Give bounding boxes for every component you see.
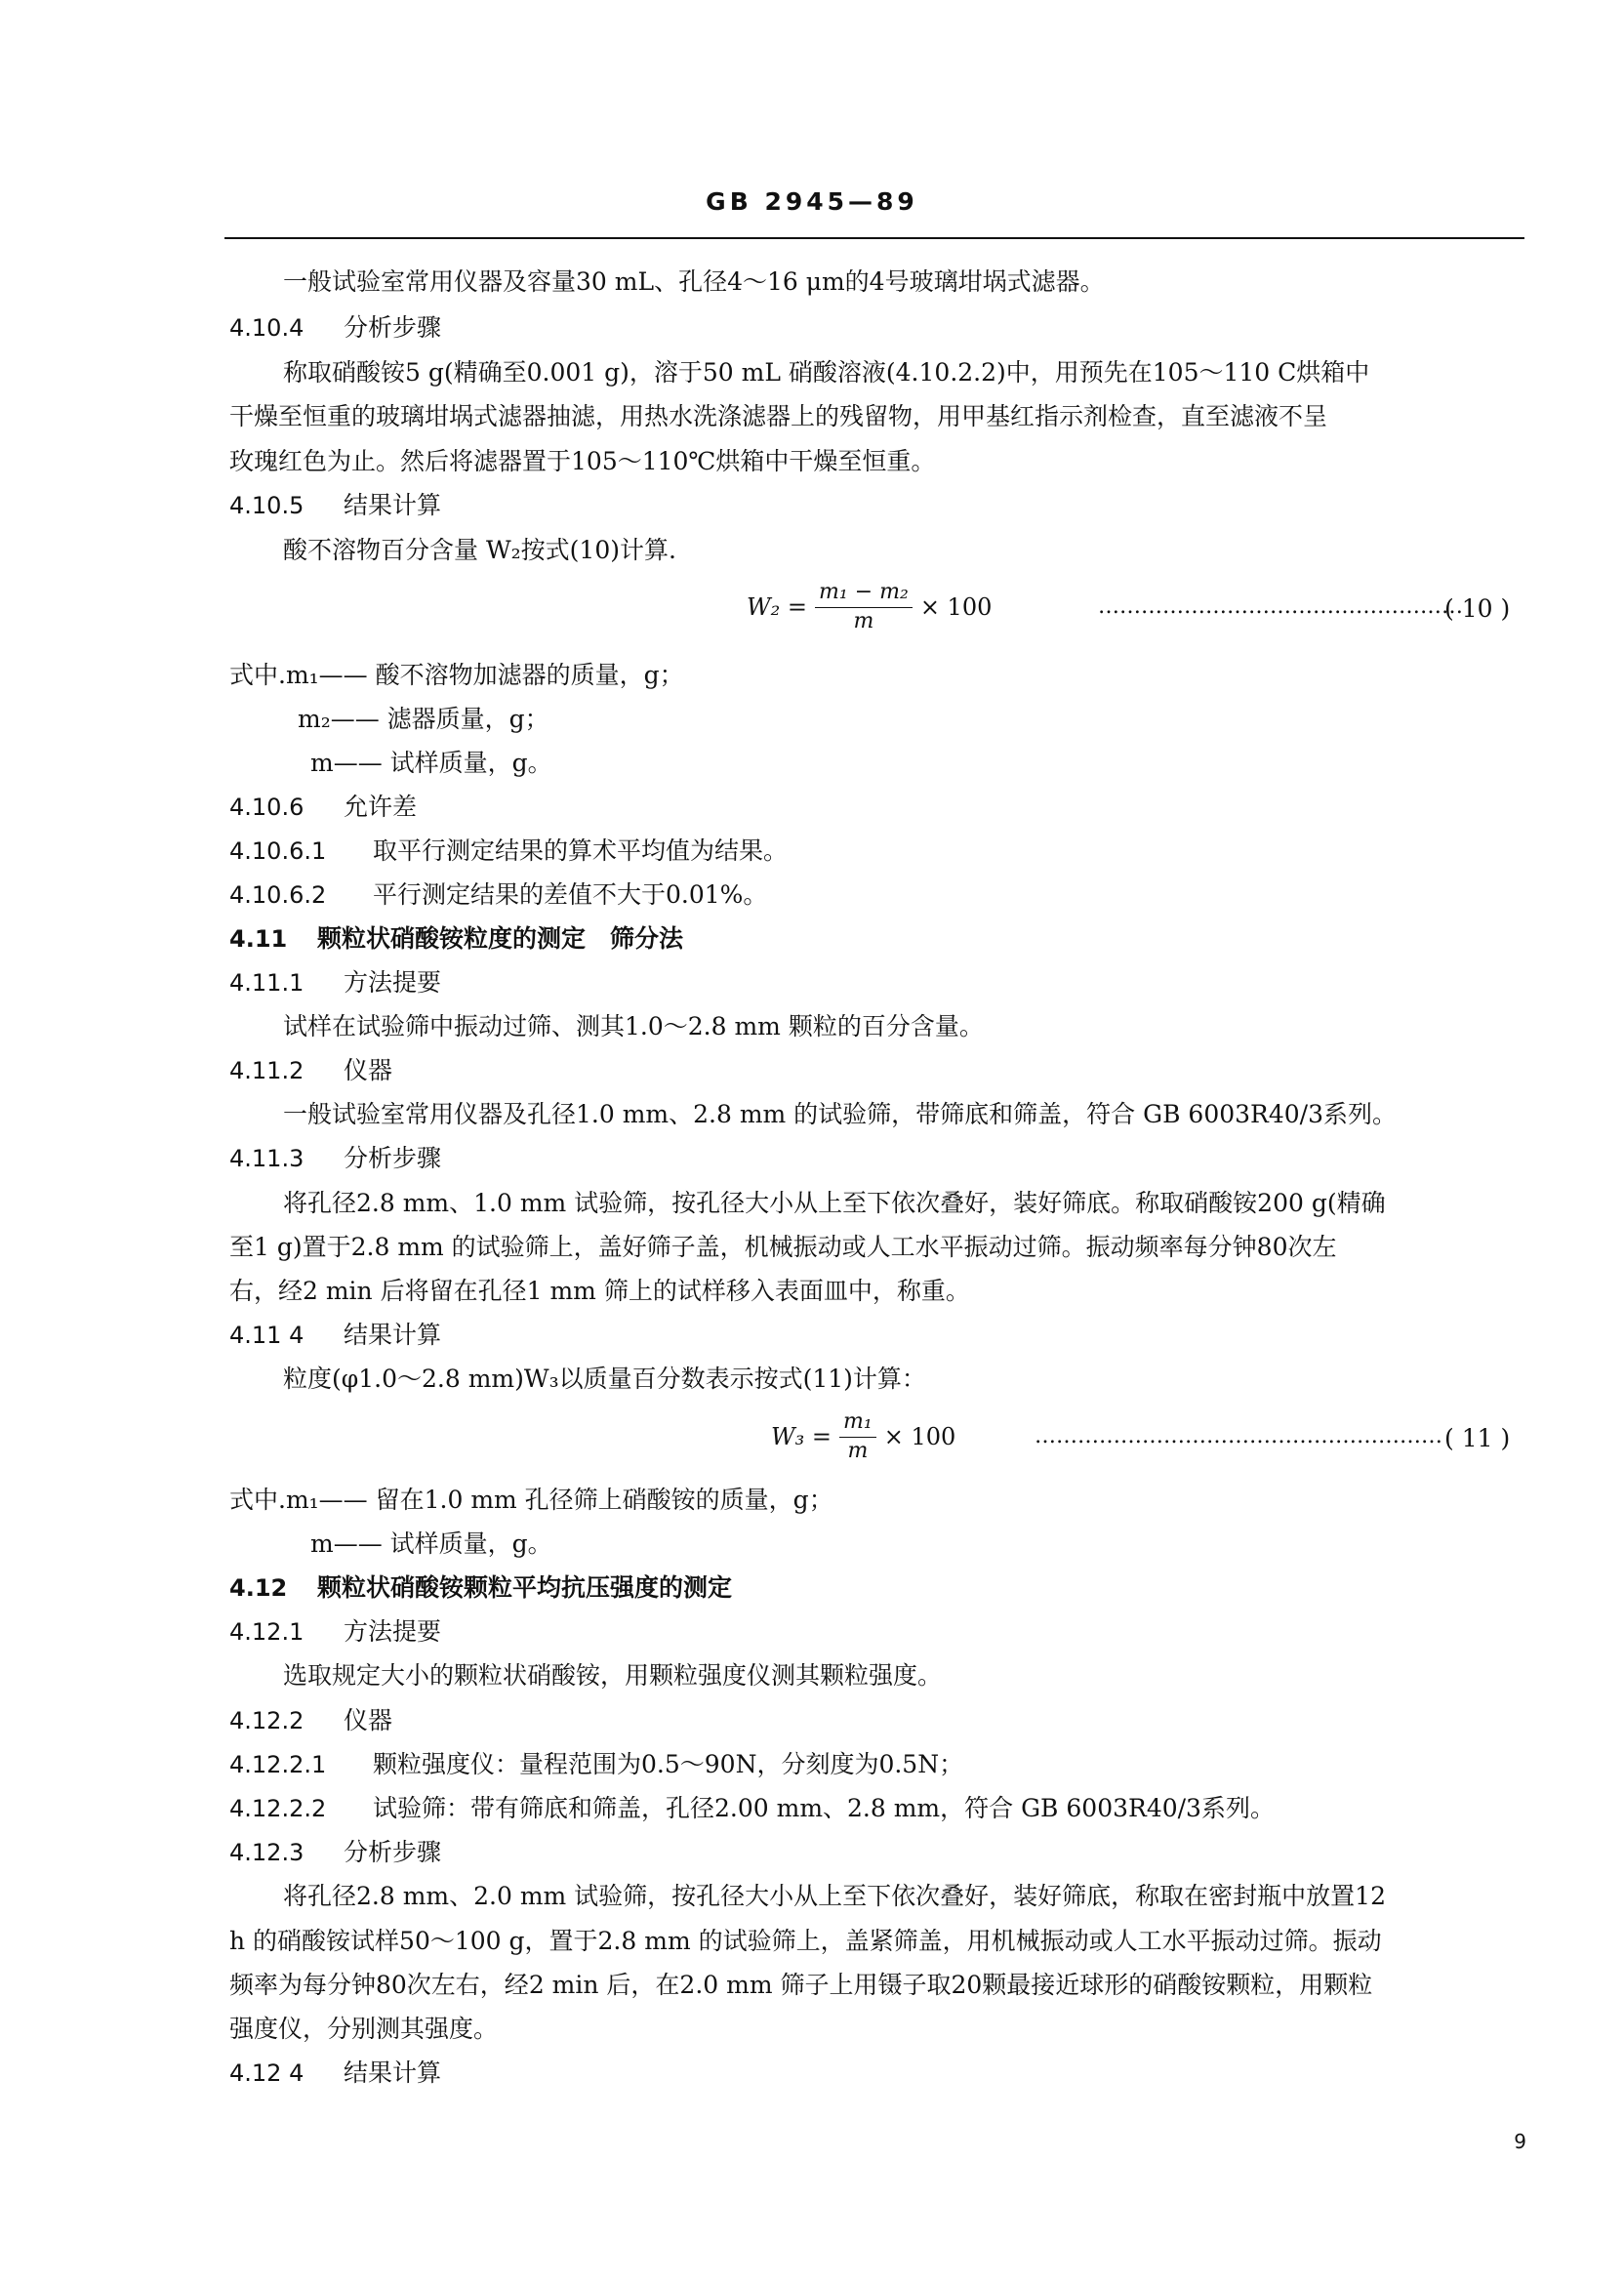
section-number: 4.10.6.1 (229, 837, 327, 865)
variable-definition: 式中.m₁—— 酸不溶物加滤器的质量，g； (229, 661, 684, 689)
variable-definition: 式中.m₁—— 留在1.0 mm 孔径筛上硝酸铵的质量，g； (229, 1486, 833, 1514)
paragraph-line: 一般试验室常用仪器及容量30 mL、孔径4～16 μm的4号玻璃坩埚式滤器。 (283, 267, 1105, 296)
paragraph-line: 颗粒强度仪：量程范围为0.5～90N，分刻度为0.5N； (373, 1750, 964, 1778)
section-heading: 分析步骤 (344, 313, 442, 342)
section-number: 4.12.3 (229, 1839, 304, 1866)
paragraph-line: 选取规定大小的颗粒状硝酸铵，用颗粒强度仪测其颗粒强度。 (283, 1661, 943, 1690)
paragraph-line: 平行测定结果的差值不大于0.01%。 (373, 880, 768, 909)
section-number: 4.10.4 (229, 314, 304, 342)
paragraph-line: 右，经2 min 后将留在孔径1 mm 筛上的试样移入表面皿中，称重。 (229, 1277, 970, 1305)
formula-denominator: m (847, 1439, 869, 1463)
section-heading: 方法提要 (344, 968, 442, 997)
section-title: 颗粒状硝酸铵颗粒平均抗压强度的测定 (317, 1573, 733, 1602)
formula-lhs: W₃ = (771, 1422, 832, 1450)
paragraph-line: 玫瑰红色为止。然后将滤器置于105～110℃烘箱中干燥至恒重。 (229, 447, 936, 475)
section-heading: 允许差 (344, 793, 418, 821)
section-number: 4.10.5 (229, 492, 304, 519)
formula-rhs: × 100 (919, 592, 993, 621)
section-number: 4.11.2 (229, 1057, 304, 1084)
formula-11 (771, 1407, 955, 1465)
paragraph-line: 至1 g)置于2.8 mm 的试验筛上，盖好筛子盖，机械振动或人工水平振动过筛。振动频率每分钟80次左 (229, 1233, 1337, 1261)
section-heading: 结果计算 (344, 1321, 442, 1349)
formula-numerator: m₁ − m₂ (815, 578, 913, 608)
variable-definition: m—— 试样质量，g。 (310, 1529, 552, 1558)
paragraph-line: h 的硝酸铵试样50～100 g，置于2.8 mm 的试验筛上，盖紧筛盖，用机械振动或人工水平振动过筛。振动 (229, 1927, 1382, 1955)
equation-label: ( 11 ) (1444, 1424, 1511, 1452)
variable-definition: m₂—— 滤器质量，g； (298, 705, 549, 733)
paragraph-line: 取平行测定结果的算术平均值为结果。 (373, 836, 789, 865)
section-heading: 方法提要 (344, 1617, 442, 1646)
formula-lhs: W₂ = (747, 592, 808, 621)
formula-fraction (839, 1407, 876, 1465)
section-heading: 结果计算 (344, 491, 442, 519)
section-number: 4.11.1 (229, 969, 304, 997)
section-number: 4.10.6.2 (229, 881, 327, 909)
section-number: 4.12.2 (229, 1707, 304, 1734)
paragraph-line: 粒度(φ1.0～2.8 mm)W₃以质量百分数表示按式(11)计算： (283, 1365, 926, 1393)
variable-definition: m—— 试样质量，g。 (310, 749, 552, 777)
paragraph-line: 将孔径2.8 mm、2.0 mm 试验筛，按孔径大小从上至下依次叠好，装好筛底，称取在密封瓶中放置12 (283, 1882, 1386, 1910)
standard-code: GB 2945—89 (706, 187, 918, 216)
paragraph-line: 试验筛：带有筛底和筛盖，孔径2.00 mm、2.8 mm，符合 GB 6003R40/3系列。 (373, 1794, 1275, 1822)
formula-fraction (815, 578, 913, 635)
section-number: 4.12 (229, 1574, 288, 1602)
section-title: 颗粒状硝酸铵粒度的测定 筛分法 (317, 924, 684, 953)
paragraph-line: 一般试验室常用仪器及孔径1.0 mm、2.8 mm 的试验筛，带筛底和筛盖，符合 GB 6003R40/3系列。 (283, 1100, 1398, 1128)
formula-denominator: m (853, 609, 874, 633)
section-heading: 仪器 (344, 1056, 393, 1084)
paragraph-line: 称取硝酸铵5 g(精确至0.001 g)，溶于50 mL 硝酸溶液(4.10.2.2)中，用预先在105～110 C烘箱中 (283, 358, 1370, 387)
section-number: 4.12 4 (229, 2059, 304, 2087)
section-heading: 仪器 (344, 1706, 393, 1734)
formula-numerator: m₁ (839, 1407, 876, 1438)
page-number: 9 (1514, 2130, 1526, 2153)
section-heading: 分析步骤 (344, 1838, 442, 1866)
header-divider (224, 237, 1524, 239)
section-heading: 结果计算 (344, 2059, 442, 2087)
equation-label: ( 10 ) (1444, 594, 1511, 623)
leader-dots: ………………………………………………… (1035, 1424, 1442, 1448)
paragraph-line: 干燥至恒重的玻璃坩埚式滤器抽滤，用热水洗涤滤器上的残留物，用甲基红指示剂检查，直至滤液不呈 (229, 402, 1328, 430)
formula-rhs: × 100 (883, 1422, 956, 1450)
section-number: 4.11 4 (229, 1322, 304, 1349)
section-number: 4.12.1 (229, 1618, 304, 1646)
section-heading: 分析步骤 (344, 1144, 442, 1172)
section-number: 4.12.2.1 (229, 1751, 327, 1778)
paragraph-line: 将孔径2.8 mm、1.0 mm 试验筛，按孔径大小从上至下依次叠好，装好筛底。称取硝酸铵200 g(精确 (283, 1189, 1386, 1217)
paragraph-line: 酸不溶物百分含量 W₂按式(10)计算. (283, 536, 676, 564)
leader-dots: …………………………………………… (1098, 594, 1463, 619)
formula-10 (747, 578, 992, 635)
section-number: 4.11 (229, 925, 288, 953)
paragraph-line: 试样在试验筛中振动过筛、测其1.0～2.8 mm 颗粒的百分含量。 (283, 1012, 984, 1040)
section-number: 4.12.2.2 (229, 1795, 327, 1822)
section-number: 4.10.6 (229, 794, 304, 821)
paragraph-line: 频率为每分钟80次左右，经2 min 后，在2.0 mm 筛子上用镊子取20颗最接近球形的硝酸铵颗粒，用颗粒 (229, 1971, 1373, 1999)
paragraph-line: 强度仪，分别测其强度。 (229, 2015, 499, 2043)
section-number: 4.11.3 (229, 1145, 304, 1172)
